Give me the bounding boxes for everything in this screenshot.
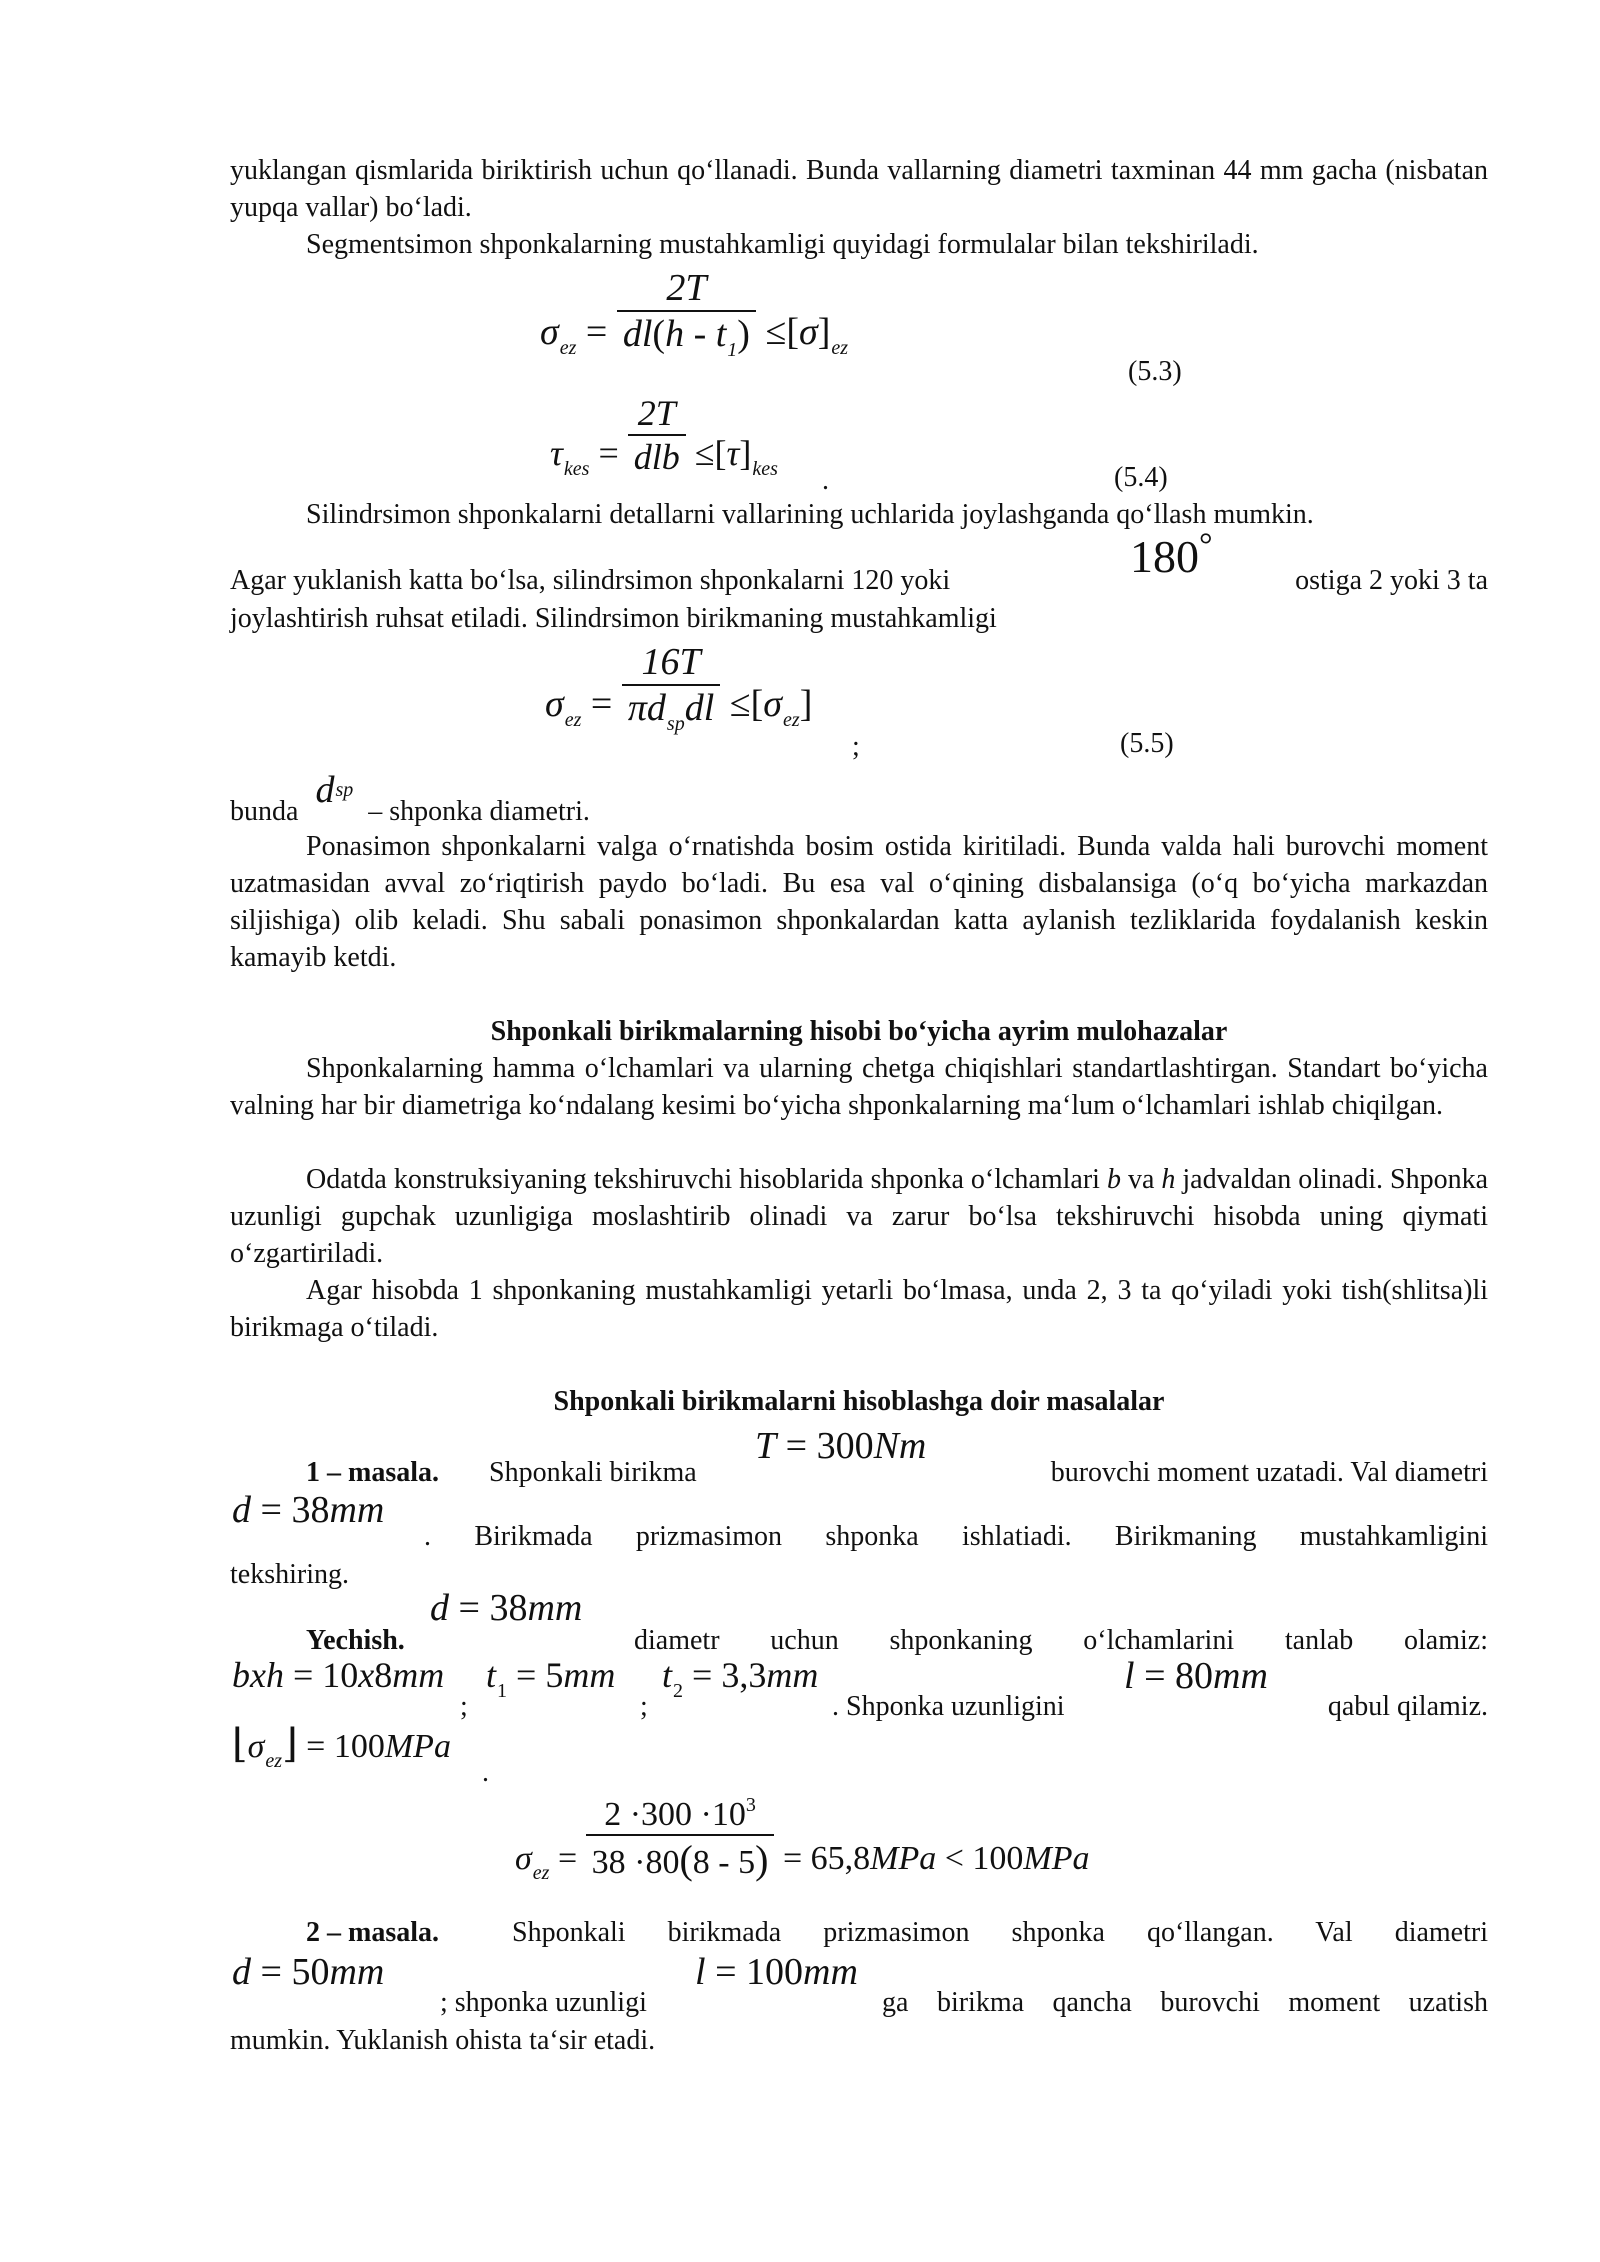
formula-torque: T = 300Nm — [755, 1425, 927, 1467]
paragraph-text: . Shponka uzunligini — [832, 1691, 1065, 1722]
paragraph-text: diametr uchun shponkaning o‘lchamlarini tanlab olamiz: — [634, 1625, 1488, 1656]
equation-5-5: $\sigma_{ez}$ = $\frac{16T}{\pi d_{sp}dl}$ $\le[\sigma_{ez}]$ — [545, 641, 813, 735]
paragraph-cylindrical — [230, 496, 1488, 533]
paragraph-text: tekshiring. — [230, 1559, 349, 1590]
paragraph-text: mumkin. Yuklanish ohista ta‘sir etadi. — [230, 2025, 656, 2056]
paragraph-text: Agar yuklanish katta bo‘lsa, silindrsimon shponkalarni 120 yoki — [230, 565, 951, 596]
paragraph-segment-formulas — [230, 226, 1488, 263]
paragraph-text: Shponkalarning hamma o‘lchamlari va ularning chetga chiqishlari standartlashtirgan. Standart bo‘yicha valning har bir diametriga ko‘ndalang kesimi bo‘yicha shponkalarning ma‘lum o‘lchamlari ishlab chiqilgan. — [230, 1053, 1488, 1121]
equation-calculation: $\sigma_{ez}$ = $\frac{2 \cdot 300 \cdot 10^3}{38 \cdot 80(8 - 5)}$ = 65,8MPa < 100MPa — [515, 1794, 1090, 1885]
formula-length: l = 80mm — [1124, 1655, 1268, 1697]
eq-numerator: 2T — [637, 393, 676, 433]
problem-2-label: 2 – masala. — [306, 1917, 439, 1948]
eq-denominator: dl — [622, 313, 653, 355]
formula-length: l = 100mm — [695, 1951, 858, 1993]
paragraph-text: . Birikmada prizmasimon shponka ishlatiadi. Birikmaning mustahkamligini — [424, 1521, 1488, 1552]
eq-symbol: σ — [540, 310, 559, 353]
paragraph-text: qabul qilamiz. — [1327, 1691, 1488, 1722]
paragraph-multiple-keys — [230, 1272, 1488, 1346]
eq-dot: . — [482, 1757, 489, 1788]
paragraph-text: yuklangan qismlarida biriktirish uchun qo‘llanadi. Bunda vallarning diametri taxminan 44 mm gacha (nisbatan yupqa vallar) bo‘ladi. — [230, 155, 1488, 223]
paragraph-text: Shponkali birikmada prizmasimon shponka qo‘llangan. Val diametri — [512, 1917, 1488, 1948]
formula-diameter: d = 38mm — [430, 1587, 583, 1629]
equation-number: (5.3) — [1128, 356, 1182, 387]
paragraph-text: joylashtirish ruhsat etiladi. Silindrsimon birikmaning mustahkamligi — [230, 603, 997, 634]
formula-allowable-stress: $⌊\sigma_{ez}⌋ = 100MPa$ — [232, 1721, 451, 1772]
paragraph-text: burovchi moment uzatadi. Val diametri — [1050, 1457, 1488, 1488]
formula-diameter: d = 50mm — [232, 1951, 385, 1993]
eq-numerator: 2T — [666, 267, 707, 309]
formula-t1: $t_1 = 5mm$ — [486, 1655, 616, 1702]
separator: ; — [640, 1691, 648, 1722]
paragraph-text: Shponkali birikma — [489, 1457, 697, 1488]
equation-5-4: $\tau_{kes}$ = $\frac{2T}{\text{dlb}}$ $\le[\tau]_{kes}$ — [550, 393, 778, 481]
eq-numerator: 16T — [641, 641, 701, 683]
formula-t2: $t_2 = 3,3mm$ — [662, 1655, 819, 1702]
section-heading: Shponkali birikmalarning hisobi bo‘yicha ayrim mulohazalar — [490, 1016, 1228, 1047]
paragraph-text: Silindrsimon shponkalarni detallarni vallarining uchlarida joylashganda qo‘llash mumkin. — [306, 499, 1314, 530]
eq-denominator: $\pi d_{sp}dl$ — [622, 684, 720, 730]
solution-label: Yechish. — [306, 1625, 405, 1656]
equation-5-3: $\sigma_{ez}$ = $\frac{2T}{dl(h - t_1)}$ $\le[\sigma]_{ez}$ — [540, 267, 849, 361]
equation-number: (5.4) — [1114, 462, 1168, 493]
eq-denominator: dlb — [628, 434, 686, 478]
paragraph-text: Agar hisobda 1 shponkaning mustahkamligi yetarli bo‘lmasa, unda 2, 3 ta qo‘yiladi yoki tish(shlitsa)li birikmaga o‘tiladi. — [230, 1275, 1488, 1343]
paragraph-text: ostiga 2 yoki 3 ta — [1295, 565, 1488, 596]
equation-number: (5.5) — [1120, 728, 1174, 759]
paragraph-standards — [230, 1050, 1488, 1124]
paragraph-dimensions: Odatda konstruksiyaning tekshiruvchi hisoblarida shponka o‘lchamlari b va h jadvaldan olinadi. Shponka uzunligi gupchak uzunligiga moslashtirib olinadi va zarur bo‘lsa tekshiruvchi hisobda uning qiymati o‘zgartiriladi. — [230, 1164, 1488, 1269]
paragraph-intro — [230, 152, 1488, 226]
eq-subscript: ez — [559, 336, 577, 359]
paragraph-wedge-keys — [230, 828, 1488, 976]
section-heading: Shponkali birikmalarni hisoblashga doir masalalar — [553, 1386, 1165, 1417]
eq-semicolon: ; — [852, 731, 860, 762]
paragraph-text: Segmentsimon shponkalarning mustahkamligi quyidagi formulalar bilan tekshiriladi. — [306, 229, 1259, 260]
formula-key-size: bxh = 10x8mm — [232, 1655, 445, 1695]
paragraph-text: Ponasimon shponkalarni valga o‘rnatishda bosim ostida kiritiladi. Bunda valda hali burovchi moment uzatmasidan avval zo‘riqtirish paydo bo‘ladi. Bu esa val o‘qining disbalansiga (o‘q bo‘yicha markazdan siljishiga) olib keladi. Shu sabali ponasimon shponkalardan katta aylanish tezliklarida foydalanish keskin kamayib ketdi. — [230, 831, 1488, 973]
angle-value: 180° — [1130, 527, 1213, 582]
problem-1-label: 1 – masala. — [306, 1457, 439, 1488]
eq-dot: . — [822, 465, 829, 496]
separator: ; — [460, 1691, 468, 1722]
formula-diameter: d = 38mm — [232, 1489, 385, 1531]
paragraph-bunda: bunda $d^{sp}$ – shponka diametri. — [230, 769, 590, 827]
paragraph-text: ; shponka uzunligi — [440, 1987, 647, 2018]
paragraph-text: ga birikma qancha burovchi moment uzatish — [882, 1987, 1488, 2018]
